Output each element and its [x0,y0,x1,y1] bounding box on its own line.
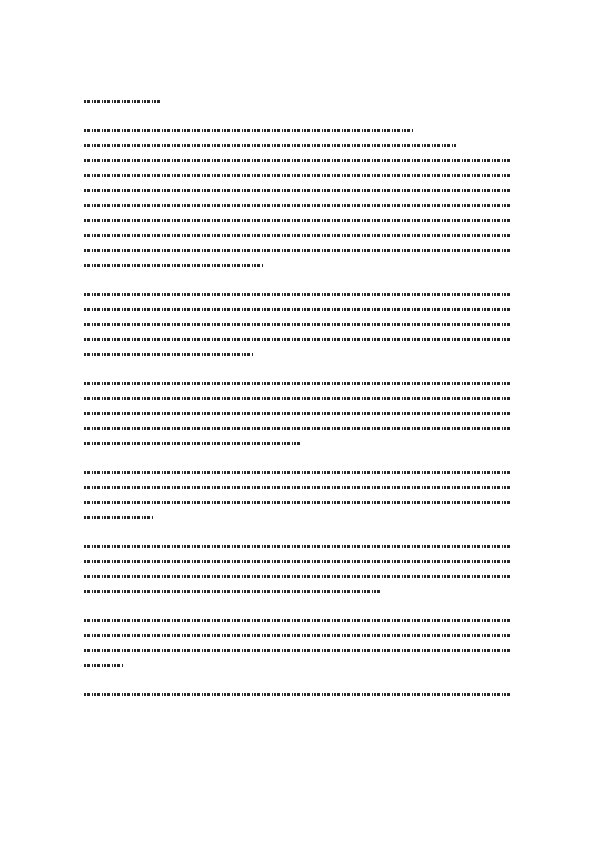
text-line [84,245,512,257]
text-line [84,482,512,494]
text-line [84,125,512,137]
document-body [84,96,512,704]
text-line [84,512,512,524]
text-line [84,170,512,182]
text-line [84,541,512,553]
text-line [84,289,512,301]
text-line [84,185,512,197]
text-line [84,230,512,242]
text-line [84,630,512,642]
text-line [84,215,512,227]
text-line [84,586,512,598]
text-line [84,438,512,450]
text-line [84,497,512,509]
text-line [84,260,512,272]
heading-line [84,96,512,108]
text-line [84,334,512,346]
text-line [84,660,512,672]
text-line [84,645,512,657]
text-line [84,304,512,316]
text-line [84,200,512,212]
text-line [84,349,512,361]
text-line [84,423,512,435]
text-line [84,571,512,583]
text-line [84,689,512,701]
text-line [84,378,512,390]
text-line [84,155,512,167]
text-line [84,393,512,405]
text-line [84,140,512,152]
text-line [84,467,512,479]
text-line [84,615,512,627]
text-line [84,408,512,420]
text-line [84,319,512,331]
text-line [84,556,512,568]
